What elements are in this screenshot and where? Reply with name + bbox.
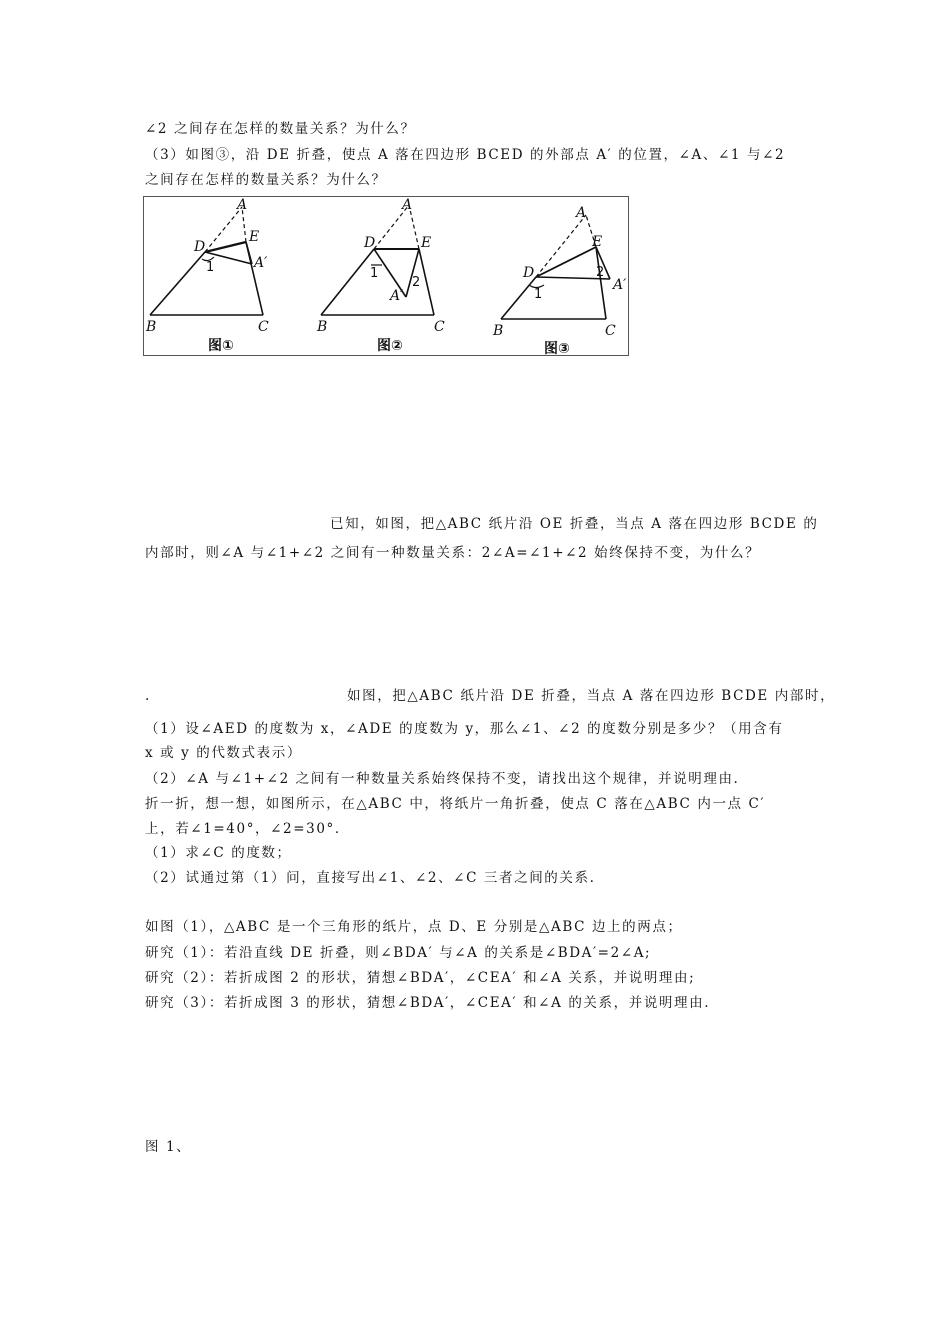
text-line: 如图（1），△ABC 是一个三角形的纸片，点 D、E 分别是△ABC 边上的两点；	[145, 919, 683, 935]
label-C: C	[258, 319, 269, 335]
text-line: 已知，如图，把△ABC 纸片沿 OE 折叠，当点 A 落在四边形 BCDE 的	[330, 516, 819, 532]
angle-label-1: 1	[534, 287, 543, 302]
text-line: 内部时，则∠A 与∠1+∠2 之间有一种数量关系：2∠A=∠1+∠2 始终保持不变，为什么？	[145, 545, 761, 561]
text-line: 上，若∠1=40°，∠2=30°．	[145, 821, 350, 837]
label-E: E	[592, 234, 603, 250]
text-line: （2）∠A 与∠1+∠2 之间有一种数量关系始终保持不变，请找出这个规律，并说明理由.	[145, 771, 740, 787]
angle-label-1: 1	[206, 260, 215, 275]
text-line: （2）试通过第（1）问，直接写出∠1、∠2、∠C 三者之间的关系.	[145, 870, 596, 886]
text-dot: .	[145, 688, 151, 704]
label-A: A	[402, 197, 413, 213]
text-line: 之间存在怎样的数量关系？为什么？	[145, 172, 387, 188]
text-line: 如图，把△ABC 纸片沿 DE 折叠，当点 A 落在四边形 BCDE 内部时，	[347, 688, 836, 704]
figure-caption: 图①	[208, 338, 234, 354]
label-C: C	[605, 323, 616, 339]
label-C: C	[434, 319, 445, 335]
label-A-prime: A′	[390, 288, 404, 304]
label-D: D	[364, 235, 376, 251]
figure-caption: 图②	[377, 338, 403, 354]
label-E: E	[421, 235, 432, 251]
text-line: 研究（3）：若折成图 3 的形状，猜想∠BDA′，∠CEA′ 和∠A 的关系，并说明理由.	[145, 995, 711, 1011]
angle-label-2: 2	[596, 265, 605, 280]
text-line: 折一折，想一想，如图所示，在△ABC 中，将纸片一角折叠，使点 C 落在△ABC 内一点 C′	[145, 796, 766, 812]
figure-3	[501, 215, 610, 319]
label-B: B	[493, 323, 504, 339]
text-line: ∠2 之间存在怎样的数量关系？为什么？	[145, 121, 416, 137]
label-D: D	[523, 265, 535, 281]
text-line: 研究（1）：若沿直线 DE 折叠，则∠BDA′ 与∠A 的关系是∠BDA′=2∠A;	[145, 945, 652, 961]
label-D: D	[194, 239, 206, 255]
figure-2	[321, 205, 434, 315]
figures-svg	[144, 197, 630, 357]
text-line: x 或 y 的代数式表示）	[145, 745, 302, 761]
label-B: B	[317, 319, 328, 335]
angle-label-1: 1	[370, 266, 379, 281]
text-line: 研究（2）：若折成图 2 的形状，猜想∠BDA′，∠CEA′ 和∠A 关系，并说明理由;	[145, 970, 696, 986]
text-line: （1）设∠AED 的度数为 x，∠ADE 的度数为 y，那么∠1、∠2 的度数分别是多少？（用含有	[145, 721, 784, 737]
label-A: A	[237, 197, 248, 213]
text-line: （1）求∠C 的度数；	[145, 845, 292, 861]
label-B: B	[146, 319, 157, 335]
angle-label-2: 2	[412, 275, 421, 290]
label-E: E	[249, 229, 260, 245]
text-line: （3）如图③，沿 DE 折叠，使点 A 落在四边形 BCED 的外部点 A′ 的位置，∠A、∠1 与∠2	[145, 147, 786, 163]
folding-figures	[143, 196, 629, 356]
label-A: A	[576, 205, 587, 221]
figure-caption: 图③	[544, 341, 570, 357]
figure-reference: 图 1、	[145, 1139, 192, 1155]
label-A-prime: A′	[254, 255, 268, 271]
label-A-prime: A′	[613, 277, 627, 293]
